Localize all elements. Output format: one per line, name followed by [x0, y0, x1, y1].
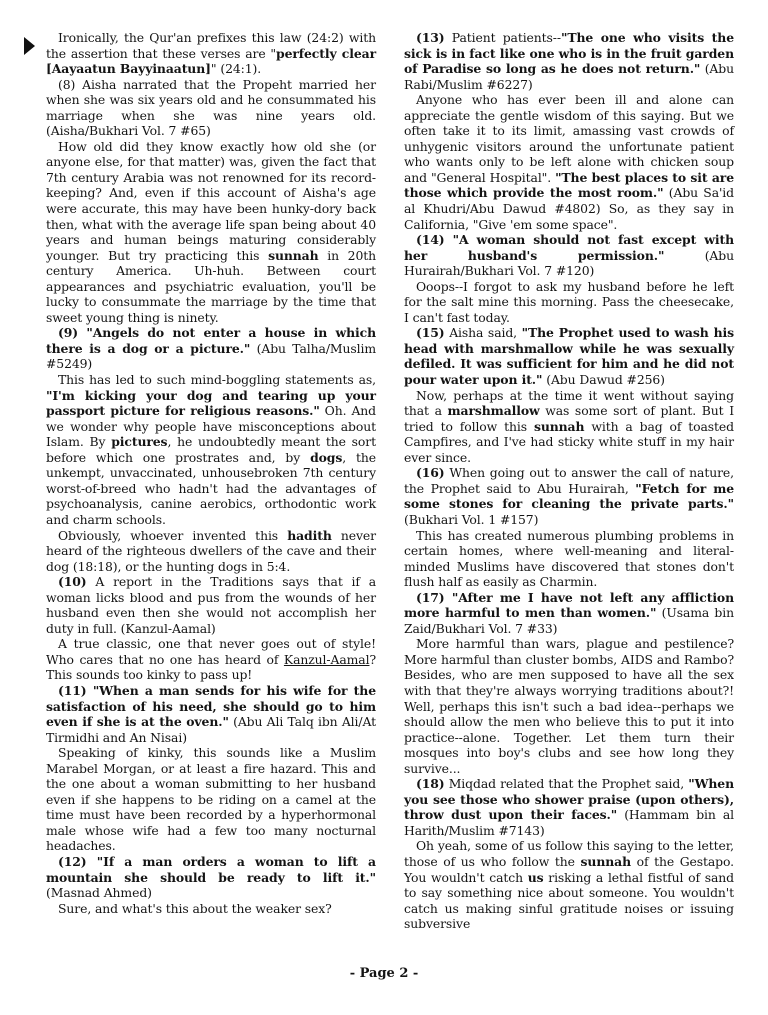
- text-run: When going out to answer the call of nature, the Prophet said to Abu Hurairah,: [404, 465, 734, 496]
- text-run: " (24:1).: [210, 61, 262, 77]
- text-run: risking a lethal fistful of sand to say something nice about someone. You wouldn't catch us making sinful gratitude noises or issuing subversive: [404, 869, 734, 932]
- bold-text-run: (12) "If a man orders a woman to lift a mountain she should be ready to lift it.": [46, 853, 376, 885]
- paragraph: [404, 388, 734, 466]
- text-run: Speaking of kinky, this sounds like a Muslim Marabel Morgan, or at least a fire hazard. This and the one about a woman submitting to her husband even if she happens to be riding on a camel at the time must have been recorded by a hyperhormonal male whose wife had a few too many nocturnal headaches.: [46, 745, 376, 854]
- text-run: Ooops--I forgot to ask my husband before he left for the salt mine this morning. Pass the cheesecake, I can't fast today.: [404, 278, 734, 325]
- text-run: was some sort of plant. But I tried to follow this: [404, 403, 735, 434]
- bold-text-run: (17) "After me I have not left any affliction more harmful to men than women.": [404, 589, 734, 621]
- paragraph: [404, 92, 734, 232]
- text-run: , the unkempt, unvaccinated, unhousebroken 7th century worst-of-breed who hadn't had the advantages of psychoanalysis, canine aerobics, orthodontic work and charm schools.: [46, 449, 376, 527]
- text-run: (Abu Hurairah/Bukhari Vol. 7 #120): [404, 247, 734, 279]
- text-run: (Abu Sa'id al Khudri/Abu Dawud #4802) So, as they say in California, "Give 'em some space".: [404, 185, 734, 232]
- text-run: How old did they know exactly how old she (or anyone else, for that matter) was, given the fact that 7th century Arabia was not renowned for its record-keeping? And, even if this account of Aisha's age were accurate, this may have been hunky-dory back then, what with the average life span being about 40 years and human beings maturing considerably younger. But try practicing this: [46, 138, 376, 263]
- text-run: Now, perhaps at the time it went without saying that a: [404, 387, 734, 419]
- text-run: with a bag of toasted Campfires, and I've had sticky white stuff in my hair ever since.: [404, 418, 735, 465]
- paragraph: [404, 528, 734, 590]
- text-run: (8) Aisha narrated that the Propeht married her when she was six years old and he consummated his marriage when she was nine years old. (Aisha/Bukhari Vol. 7 #65): [46, 76, 376, 139]
- text-run: (Hammam bin al Harith/Muslim #7143): [404, 807, 735, 838]
- paragraph: [46, 372, 376, 527]
- paragraph: [404, 838, 734, 931]
- paragraph: [404, 325, 734, 387]
- text-run: , he undoubtedly meant the sort before which one prostrates and, by: [46, 434, 376, 465]
- paragraph: [404, 279, 734, 326]
- text-run: Patient patients--: [444, 30, 561, 45]
- text-run: More harmful than wars, plague and pestilence? More harmful than cluster bombs, AIDS and Rambo? Besides, who are men supposed to have all the sex with that they're always worrying traditions about?! Well, perhaps this isn't such a bad idea--perhaps we should allow the men who believe this to put it into practice--alone. Together. Let them turn their mosques into boy's clubs and see how long they survive...: [404, 636, 734, 776]
- text-run: Anyone who has ever been ill and alone can appreciate the gentle wisdom of this saying. But we often take it to its limit, amassing vast crowds of unhygenic visitors around the unfortunate patient who wants only to be left alone with chicken soup and "General Hospital".: [404, 92, 734, 185]
- text-run: (Usama bin Zaid/Bukhari Vol. 7 #33): [404, 605, 734, 636]
- paragraph: [46, 901, 376, 917]
- text-run: (Abu Talha/Muslim #5249): [46, 340, 376, 372]
- bold-text-run: perfectly clear [Aayaatun Bayyinaatun]: [46, 45, 376, 77]
- bold-text-run: (11) "When a man sends for his wife for the satisfaction of his need, she should go to him even if she is at the oven.": [46, 682, 376, 730]
- text-run: Oh yeah, some of us follow this saying to the letter, those of us who follow the: [404, 838, 734, 869]
- text-run: This has led to such mind-boggling statements as,: [58, 372, 376, 388]
- bold-text-run: sunnah: [268, 247, 319, 263]
- text-run: A report in the Traditions says that if a woman licks blood and pus from the wounds of her husband even then she would not accomplish her duty in full. (Kanzul-Aamal): [46, 574, 376, 636]
- bold-text-run: (14) "A woman should not fast except with her husband's permission.": [404, 232, 734, 263]
- text-run: (Masnad Ahmed): [46, 885, 152, 901]
- text-run: Aisha said,: [444, 325, 522, 341]
- paragraph: [46, 77, 376, 139]
- text-run: ? This sounds too kinky to pass up!: [46, 651, 376, 683]
- text-run: of the Gestapo. You wouldn't catch: [404, 853, 734, 885]
- bold-text-run: (18): [416, 776, 445, 792]
- text-run: never heard of the righteous dwellers of the cave and their dog (18:18), or the hunting dogs in 5:4.: [46, 527, 376, 574]
- bold-text-run: sunnah: [580, 853, 631, 869]
- bold-text-run: sunnah: [533, 418, 585, 434]
- paragraph: [46, 30, 376, 77]
- text-run: (Abu Rabi/Muslim #6227): [404, 61, 734, 92]
- page-number: - Page 2 -: [349, 966, 419, 981]
- bold-text-run: (10): [58, 574, 87, 590]
- text-run: Obviously, whoever invented this: [58, 527, 288, 543]
- paragraph: [46, 683, 376, 745]
- underlined-text-run: Kanzul-Aamal: [283, 651, 370, 667]
- margin-bullet-marker: [24, 37, 35, 55]
- bold-text-run: "The Prophet used to wash his head with marshmallow while he was sexually defiled. It was sufficient for him and he did not pour water upon it.": [404, 325, 734, 388]
- bold-text-run: (13): [416, 30, 445, 45]
- paragraph: [404, 465, 734, 527]
- paragraph: [404, 30, 734, 92]
- text-run: Oh. And we wonder why people have misconceptions about Islam. By: [46, 403, 376, 450]
- text-run: in 20th century America. Uh-huh. Between court appearances and psychiatric evaluation, you'll be lucky to consummate the marriage by the time that sweet young thing is ninety.: [46, 247, 377, 325]
- bold-text-run: "The best places to sit are those which provide the most room.": [404, 169, 734, 201]
- bold-text-run: (9) "Angels do not enter a house in which there is a dog or a picture.": [46, 325, 376, 356]
- paragraph: [46, 636, 376, 683]
- paragraph: [404, 776, 734, 838]
- paragraph: [404, 232, 734, 279]
- paragraph: [46, 139, 376, 326]
- bold-text-run: "Fetch for me some stones for cleaning the private parts.": [404, 480, 734, 512]
- bold-text-run: "I'm kicking your dog and tearing up your passport picture for religious reasons.": [46, 387, 376, 419]
- text-run: Miqdad related that the Prophet said,: [444, 776, 689, 792]
- paragraph: [46, 325, 376, 372]
- text-run: (Abu Ali Talq ibn Ali/At Tirmidhi and An Nisai): [46, 714, 376, 745]
- bold-text-run: hadith: [287, 527, 332, 543]
- paragraph: [404, 636, 734, 776]
- bold-text-run: (15): [416, 325, 445, 341]
- bold-text-run: marshmallow: [447, 403, 540, 419]
- text-run: Sure, and what's this about the weaker sex?: [58, 900, 332, 916]
- text-run: (Bukhari Vol. 1 #157): [404, 511, 539, 527]
- paragraph: [404, 590, 734, 637]
- text-run: This has created numerous plumbing problems in certain homes, where well-meaning and literal-minded Muslims have discovered that stones don't flush half as easily as Charmin.: [404, 527, 734, 590]
- paragraph: [46, 528, 376, 575]
- text-run: (Abu Dawud #256): [542, 372, 665, 388]
- paragraph: [46, 574, 376, 636]
- paragraph: [46, 854, 376, 901]
- text-run: Ironically, the Qur'an prefixes this law (24:2) with the assertion that these verses are ": [46, 30, 376, 61]
- bold-text-run: "When you see those who shower praise (upon others), throw dust upon their faces.": [404, 776, 734, 823]
- text-run: A true classic, one that never goes out of style! Who cares that no one has heard of: [46, 636, 376, 667]
- paragraph: [46, 745, 376, 854]
- right-column: [404, 30, 734, 932]
- bold-text-run: us: [527, 869, 544, 885]
- left-column: [46, 30, 376, 916]
- bold-text-run: "The one who visits the sick is in fact like one who is in the fruit garden of Paradise so long as he does not return.": [404, 30, 734, 77]
- bold-text-run: (16): [416, 465, 445, 481]
- bold-text-run: dogs: [310, 449, 343, 465]
- bold-text-run: pictures: [111, 434, 168, 450]
